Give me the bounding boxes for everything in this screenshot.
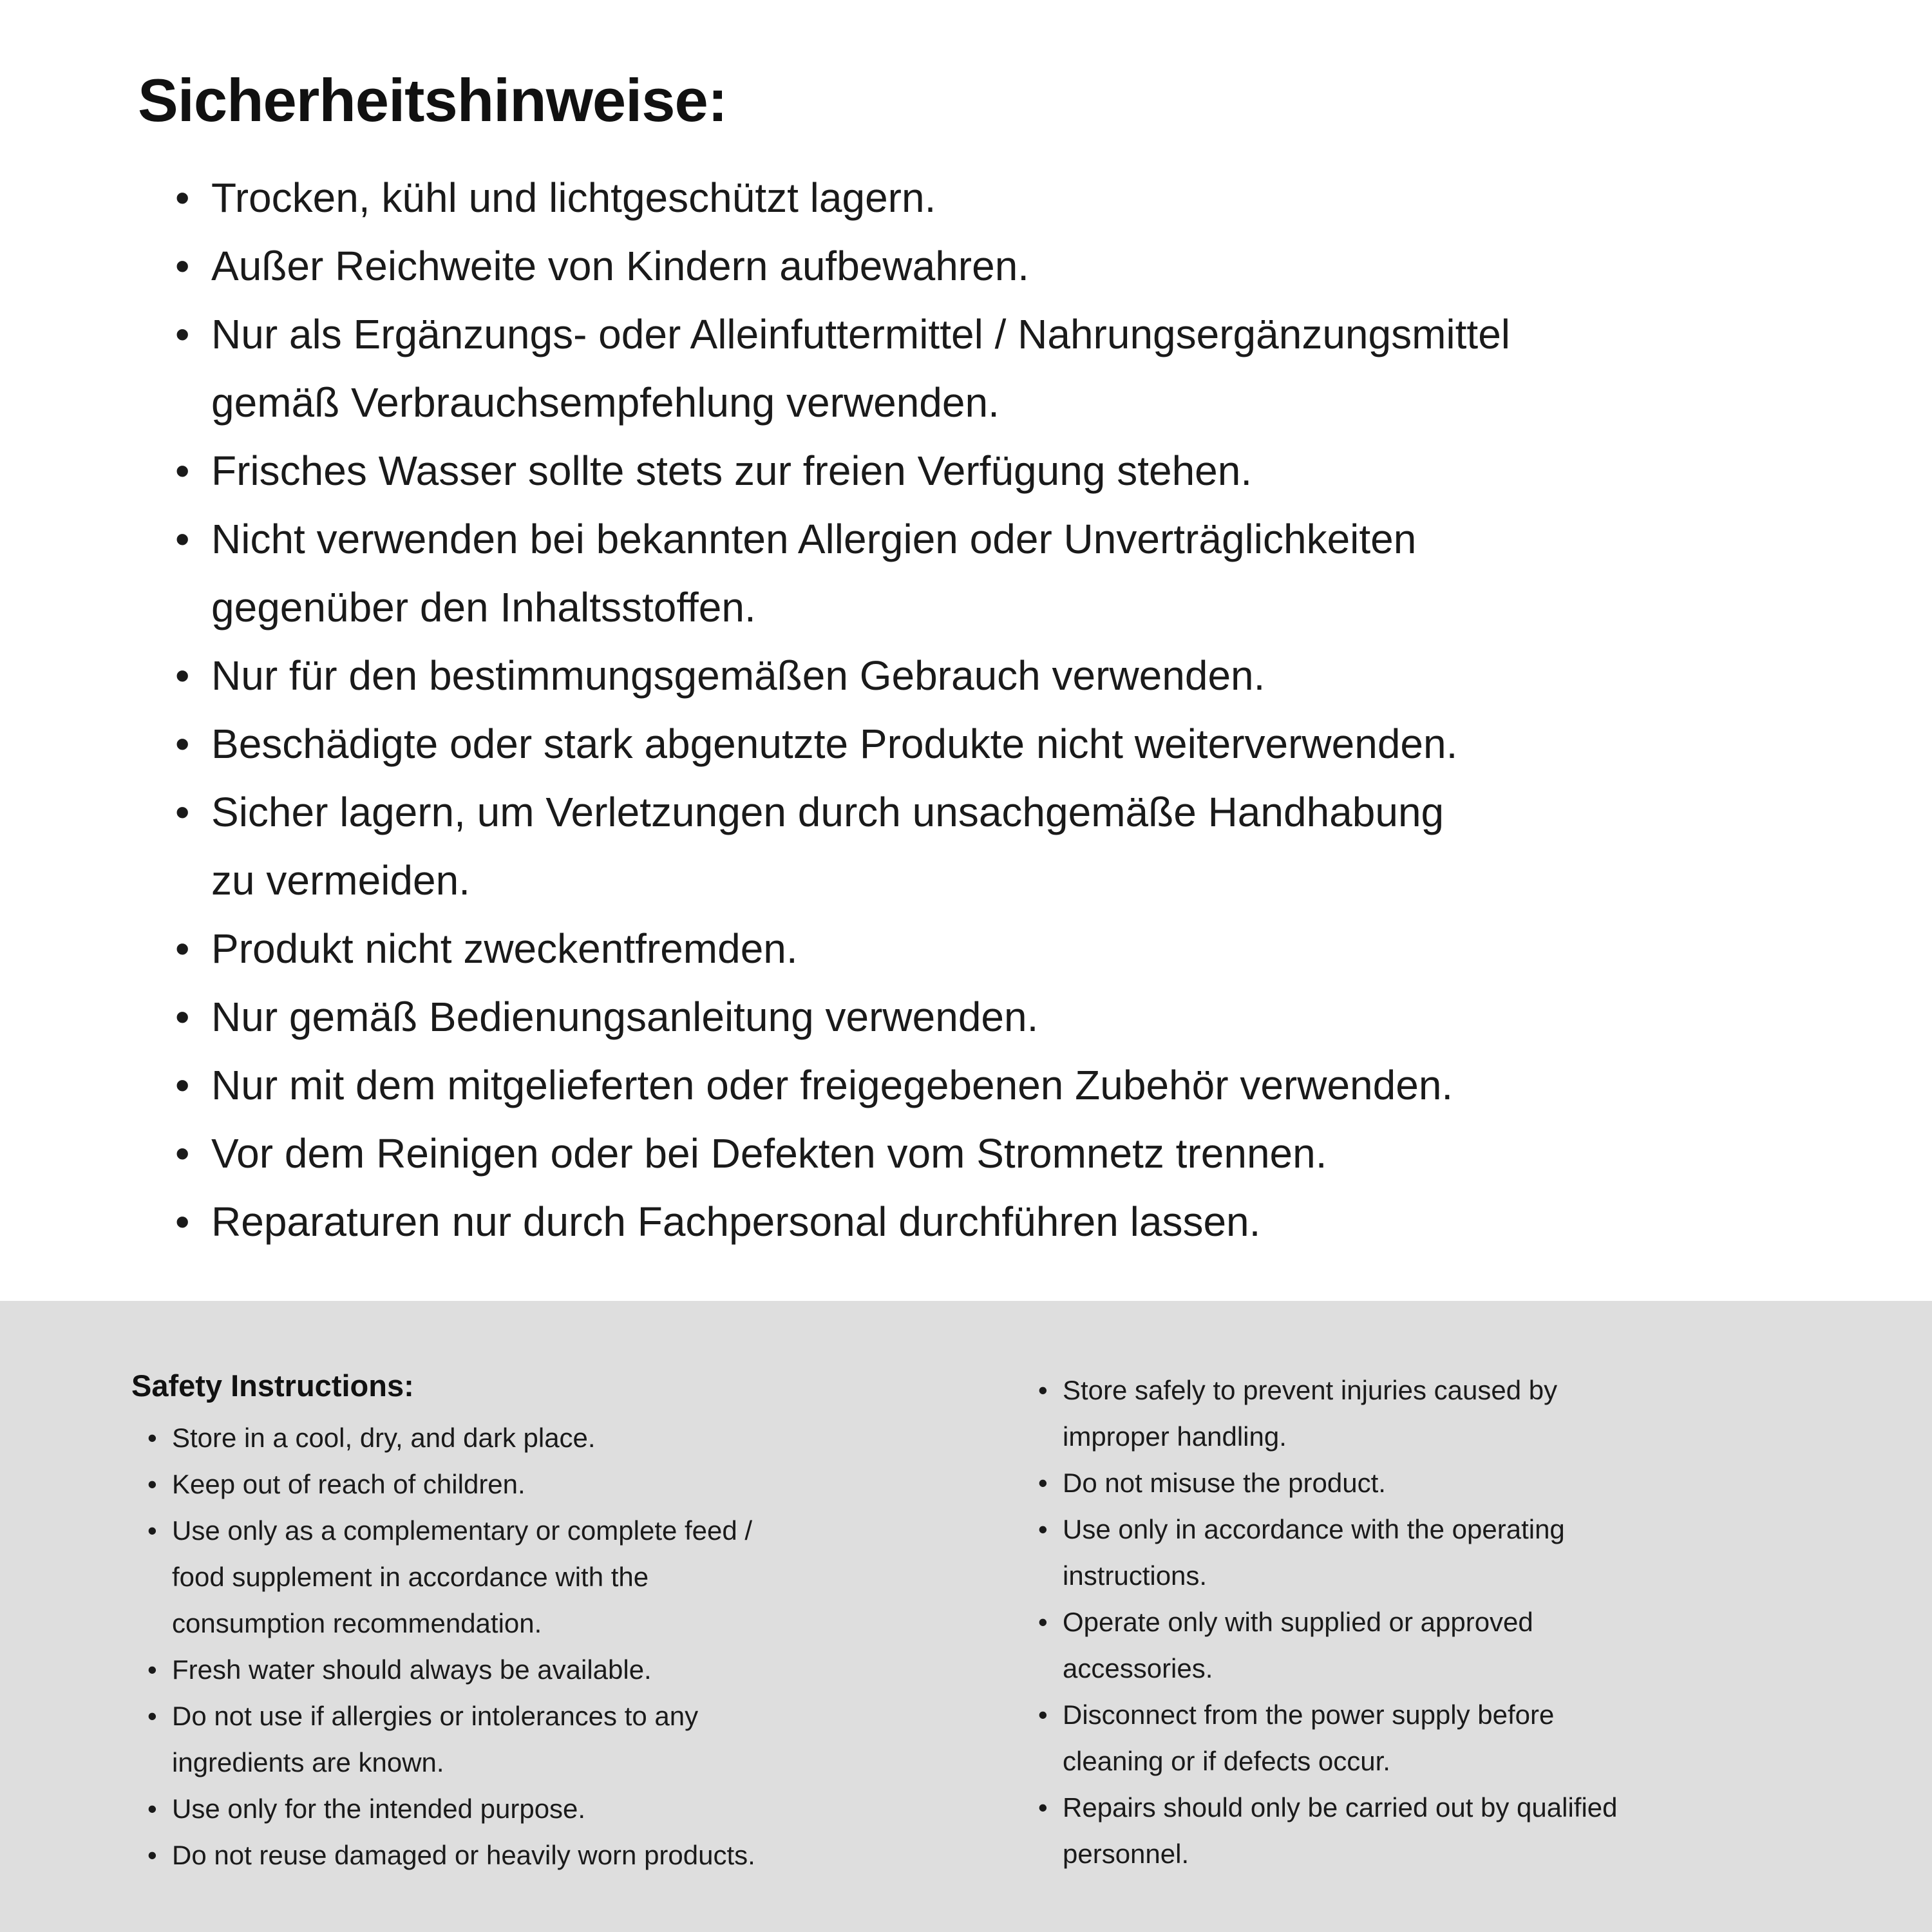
item-line: food supplement in accordance with the (172, 1562, 649, 1592)
item-line: Nur als Ergänzungs- oder Alleinfuttermittel / Nahrungsergänzungsmittel (211, 311, 1510, 357)
item-line: accessories. (1063, 1653, 1213, 1683)
item-line: Sicher lagern, um Verletzungen durch unsachgemäße Handhabung (211, 789, 1444, 835)
item-line: Fresh water should always be available. (172, 1654, 652, 1685)
list-item (175, 983, 1842, 1051)
list-item (147, 1415, 1022, 1461)
bullet-icon: • (147, 1654, 157, 1685)
list-item (175, 914, 1842, 983)
list-item (147, 1508, 1022, 1647)
item-line: consumption recommendation. (172, 1608, 542, 1638)
bullet-icon: • (175, 516, 190, 562)
bullet-icon: • (147, 1469, 157, 1499)
bullet-icon: • (1038, 1700, 1048, 1730)
item-line: instructions. (1063, 1560, 1208, 1591)
bullet-icon: • (147, 1423, 157, 1453)
list-item (147, 1647, 1022, 1693)
item-line: Keep out of reach of children. (172, 1469, 526, 1499)
english-safety-list-right (1038, 1367, 1901, 1877)
list-item (1038, 1785, 1901, 1877)
item-line: zu vermeiden. (211, 857, 470, 904)
item-line: Produkt nicht zweckentfremden. (211, 925, 798, 972)
english-section-title: Safety Instructions: (131, 1368, 414, 1403)
bullet-icon: • (1038, 1792, 1048, 1823)
bullet-icon: • (1038, 1375, 1048, 1405)
item-line: Use only in accordance with the operating (1063, 1514, 1565, 1544)
list-item (175, 164, 1842, 232)
list-item (147, 1693, 1022, 1786)
item-line: Operate only with supplied or approved (1063, 1607, 1533, 1637)
list-item (175, 1188, 1842, 1256)
item-line: Repairs should only be carried out by qualified (1063, 1792, 1618, 1823)
bullet-icon: • (175, 243, 190, 289)
list-item (1038, 1506, 1901, 1599)
item-line: ingredients are known. (172, 1747, 444, 1777)
german-section-title: Sicherheitshinweise: (138, 66, 728, 134)
bullet-icon: • (175, 1130, 190, 1177)
list-item (175, 1119, 1842, 1188)
bullet-icon: • (1038, 1468, 1048, 1498)
item-line: Nur für den bestimmungsgemäßen Gebrauch verwenden. (211, 652, 1265, 699)
list-item (147, 1786, 1022, 1832)
bullet-icon: • (175, 994, 190, 1040)
item-line: Use only for the intended purpose. (172, 1794, 586, 1824)
bullet-icon: • (175, 721, 190, 767)
bullet-icon: • (147, 1794, 157, 1824)
list-item (175, 710, 1842, 778)
bullet-icon: • (175, 652, 190, 699)
list-item (175, 1051, 1842, 1119)
bullet-icon: • (175, 789, 190, 835)
list-item (1038, 1599, 1901, 1692)
list-item (1038, 1367, 1901, 1460)
bullet-icon: • (175, 448, 190, 494)
item-line: Beschädigte oder stark abgenutzte Produkte nicht weiterverwenden. (211, 721, 1458, 767)
english-columns (0, 1301, 1932, 1879)
item-line: Do not reuse damaged or heavily worn products. (172, 1840, 755, 1870)
item-line: Reparaturen nur durch Fachpersonal durchführen lassen. (211, 1198, 1261, 1245)
list-item (175, 505, 1842, 641)
item-line: Do not misuse the product. (1063, 1468, 1386, 1498)
item-line: Disconnect from the power supply before (1063, 1700, 1555, 1730)
list-item (147, 1461, 1022, 1508)
list-item (1038, 1692, 1901, 1785)
bullet-icon: • (175, 925, 190, 972)
english-safety-list-left (131, 1415, 1022, 1879)
list-item (1038, 1460, 1901, 1506)
item-line: Do not use if allergies or intolerances to any (172, 1701, 699, 1731)
list-item (175, 778, 1842, 914)
item-line: Trocken, kühl und lichtgeschützt lagern. (211, 175, 936, 221)
item-line: gemäß Verbrauchsempfehlung verwenden. (211, 379, 999, 426)
item-line: Store safely to prevent injuries caused by (1063, 1375, 1558, 1405)
list-item (175, 300, 1842, 437)
item-line: Nicht verwenden bei bekannten Allergien oder Unverträglichkeiten (211, 516, 1417, 562)
list-item (147, 1832, 1022, 1879)
list-item (175, 232, 1842, 300)
item-line: Frisches Wasser sollte stets zur freien Verfügung stehen. (211, 448, 1253, 494)
german-safety-list (0, 164, 1932, 1256)
item-line: Nur mit dem mitgelieferten oder freigegebenen Zubehör verwenden. (211, 1062, 1454, 1108)
bullet-icon: • (147, 1701, 157, 1731)
bullet-icon: • (147, 1840, 157, 1870)
bullet-icon: • (175, 311, 190, 357)
english-safety-section (0, 1301, 1932, 1932)
bullet-icon: • (175, 175, 190, 221)
bullet-icon: • (175, 1062, 190, 1108)
english-right-column (1038, 1367, 1901, 1879)
item-line: improper handling. (1063, 1421, 1287, 1452)
item-line: Use only as a complementary or complete feed / (172, 1515, 753, 1546)
bullet-icon: • (147, 1515, 157, 1546)
item-line: gegenüber den Inhaltsstoffen. (211, 584, 756, 630)
item-line: Nur gemäß Bedienungsanleitung verwenden. (211, 994, 1039, 1040)
item-line: Außer Reichweite von Kindern aufbewahren. (211, 243, 1030, 289)
item-line: Vor dem Reinigen oder bei Defekten vom Stromnetz trennen. (211, 1130, 1327, 1177)
item-line: cleaning or if defects occur. (1063, 1746, 1390, 1776)
item-line: personnel. (1063, 1839, 1189, 1869)
list-item (175, 437, 1842, 505)
bullet-icon: • (1038, 1514, 1048, 1544)
list-item (175, 641, 1842, 710)
english-left-column (131, 1367, 1022, 1879)
bullet-icon: • (1038, 1607, 1048, 1637)
item-line: Store in a cool, dry, and dark place. (172, 1423, 596, 1453)
bullet-icon: • (175, 1198, 190, 1245)
